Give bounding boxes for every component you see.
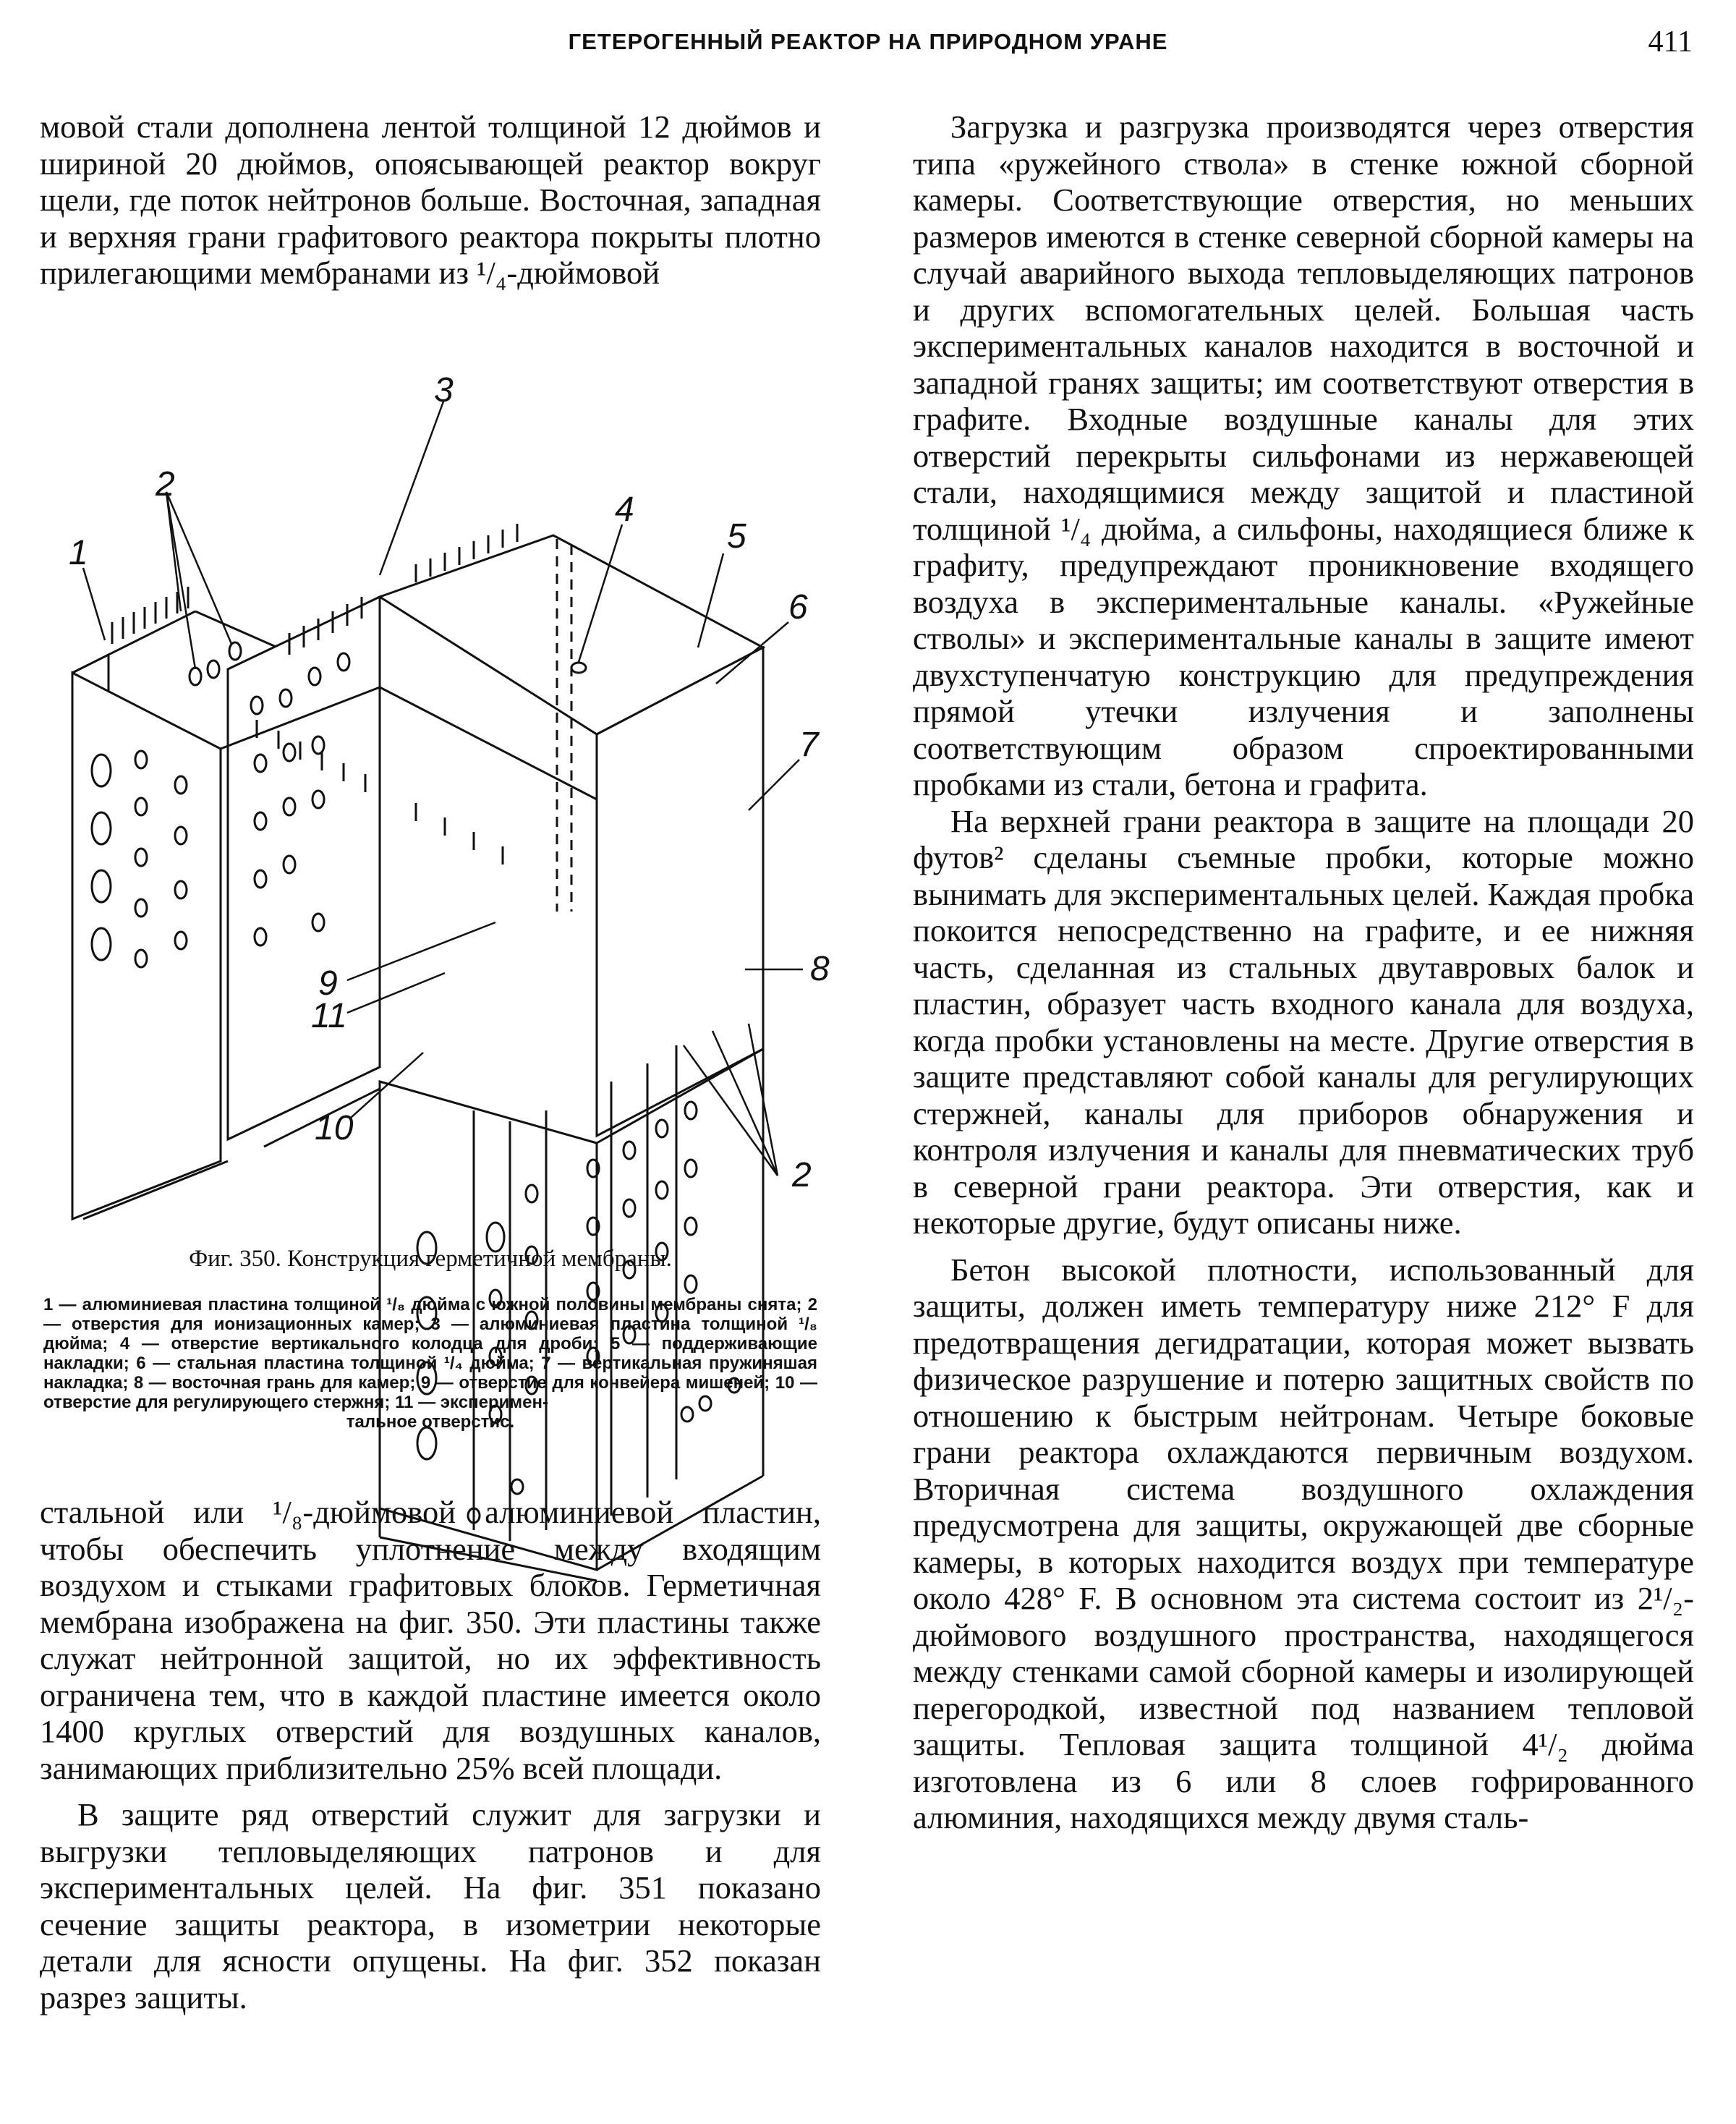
legend-last-line: тальное отверстис. [346, 1412, 515, 1432]
label-1: 1 [69, 534, 88, 572]
page-header [0, 22, 1736, 72]
paragraph: Загрузка и разгрузка производятся через отверстия типа «ружейного ствола» в стенке южной сборной камеры. Соответствующие отверстия, но меньших размеров имеются в стенке северной сборной камеры на случай аварийного выхода тепловыделяющих патронов и других вспомогательных целей. Большая часть экспериментальных каналов находится в восточной и западной гранях защиты; им соответствуют отверстия в графите. Входные воздушные каналы для этих отверстий перекрыты сильфонами из нержавеющей стали, находящимися между защитой и пластиной толщиной ¹/₄ дюйма, а сильфоны, находящиеся ближе к графиту, предупреждают проникновение входящего воздуха в экспериментальные каналы. «Ружейные стволы» и экспериментальные каналы в защите имеют двухступенчатую конструкцию для предупреждения прямой утечки излучения и заполнены соответствующим образом спроектированными пробками из стали, бетона и графита. [913, 109, 1694, 802]
paragraph: Бетон высокой плотности, использованный для защиты, должен иметь температуру ниже 212° F для предотвращения дегидратации, которая может вызвать физическое разрушение и потерю защитных свойств по отношению к быстрым нейтронам. Четыре боковые грани реактора охлаждаются первичным воздухом. Вторичная система воздушного охлаждения предусмотрена для защиты, окружающей две сборные камеры, в которых находится воздух при температуре около 428° F. В основном эта система состоит из 2¹/₂-дюймового воздушного пространства, находящегося между стенками самой сборной камеры и изолирующей перегородкой, известной под названием тепловой защиты. Тепловая защита толщиной 4¹/₂ дюйма изготовлена из 6 или 8 слоев гофрированного алюминия, находящихся между двумя сталь- [913, 1251, 1694, 1835]
legend-text: 1 — алюминиевая пластина толщиной ¹/₈ дюйма с южной половины мембраны снята; 2 — отверстия для ионизационных камер; 3 — алюминиевая пластина толщиной ¹/₈ дюйма; 4 — отверстие вертикального колодца для дроби; 5 — поддерживающие накладки; 6 — стальная пластина толщиной ¹/₄ дюйма; 7 — вертикальная пружиняшая накладка; 8 — восточная грань для камер; 9 — отверстие для конвейера мишеней; 10 — отверстие для регулирующего стержня; 11 — эксперимен- [43, 1295, 817, 1412]
left-column-bottom [40, 1494, 821, 2015]
paragraph: стальной или ¹/₈-дюймовой алюминиевой пластин, чтобы обеспечить уплотнение между входящим воздухом и стыками графитовых блоков. Герметичная мембрана изображена на фиг. 350. Эти пластины также служат нейтронной защитой, но их эффективность ограничена тем, что в каждой пластине имеется около 1400 круглых отверстий для воздушных каналов, занимающих приблизительно 25% всей площади. [40, 1494, 821, 1786]
label-4: 4 [615, 490, 634, 529]
label-2: 2 [156, 465, 175, 504]
label-11: 11 [311, 997, 347, 1035]
label-8: 8 [810, 950, 830, 988]
figure-caption: Фиг. 350. Конструкция герметичной мембраны. [189, 1246, 672, 1272]
paragraph: мовой стали дополнена лентой толщиной 12 дюймов и шириной 20 дюймов, опоясывающей реактор вокруг щели, где поток нейтронов больше. Восточная, западная и верхняя грани графитового реактора покрыты плотно прилегающими мембранами из ¹/₄-дюймовой [40, 109, 821, 291]
running-title: ГЕТЕРОГЕННЫЙ РЕАКТОР НА ПРИРОДНОМ УРАНЕ [568, 29, 1168, 54]
right-column [913, 109, 1694, 1836]
label-2b: 2 [792, 1156, 812, 1194]
paragraph: В защите ряд отверстий служит для загрузки и выгрузки тепловыделяющих патронов и для экспериментальных целей. На фиг. 351 показано сечение защиты реактора, в изометрии некоторые детали для ясности опущены. На фиг. 352 показан разрез защиты. [40, 1796, 821, 2015]
page-number: 411 [1648, 25, 1693, 59]
label-7: 7 [799, 726, 819, 764]
inner-plate [228, 597, 380, 1139]
paragraph: На верхней грани реактора в защите на площади 20 футов² сделаны съемные пробки, которые можно вынимать для экспериментальных целей. Каждая пробка покоится непосредственно на графите, и ее нижняя часть, сделанная из стальных двутавровых балок и пластин, образует часть входного канала для воздуха, когда пробки установлены на месте. Другие отверстия в защите представляют собой каналы для регулирующих стержней, каналы для приборов обнаружения и контроля излучения и каналы для пневматических труб в северной грани реактора. Эти отверстия, как и некоторые другие, будут описаны ниже. [913, 802, 1694, 1241]
figure-membrane-diagram [40, 358, 830, 1248]
label-5: 5 [727, 517, 746, 556]
left-column-top [40, 109, 821, 292]
label-9: 9 [318, 964, 338, 1003]
label-10: 10 [315, 1109, 354, 1147]
label-3: 3 [434, 371, 454, 409]
figure-legend [43, 1295, 817, 1432]
label-6: 6 [788, 588, 808, 626]
